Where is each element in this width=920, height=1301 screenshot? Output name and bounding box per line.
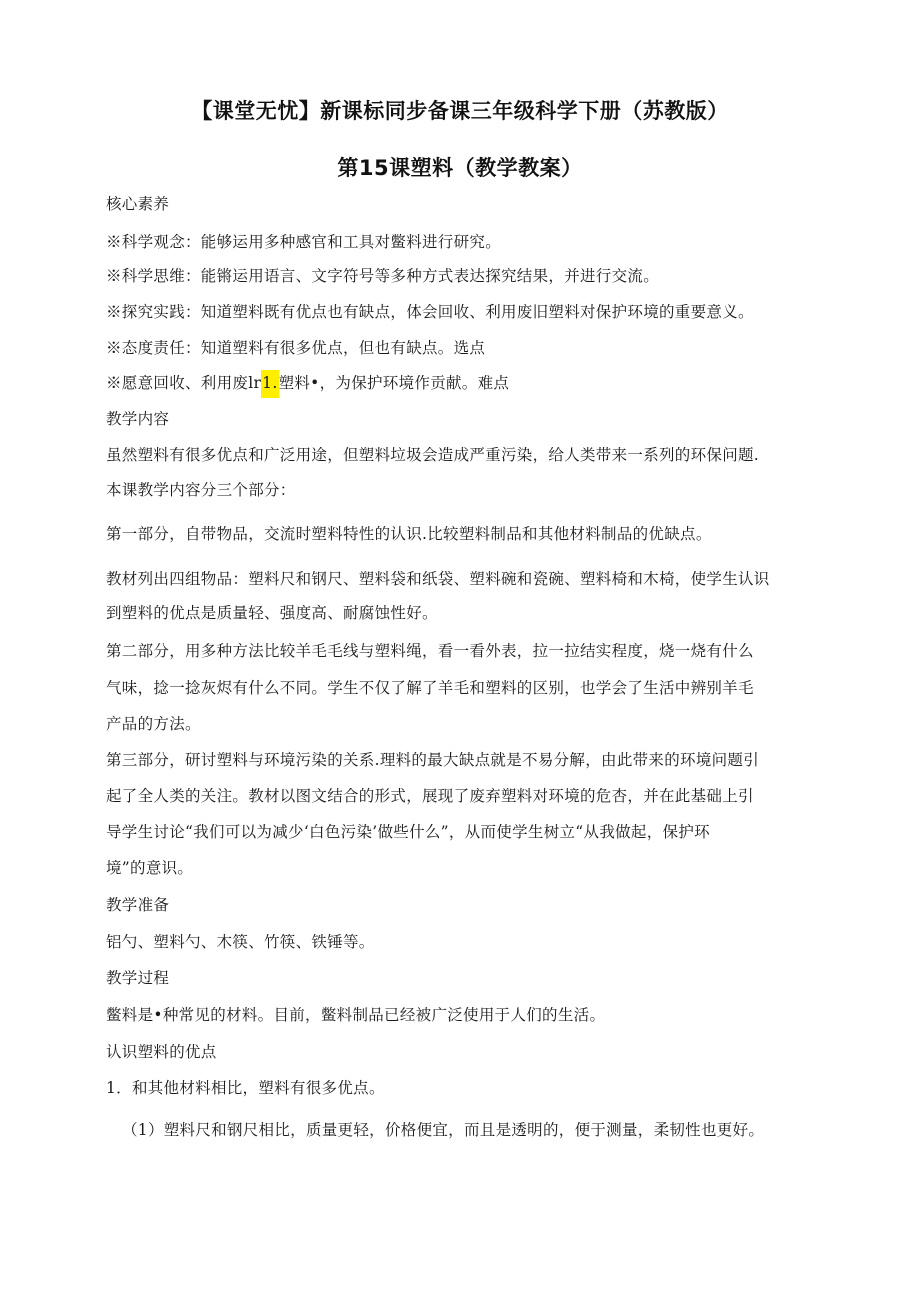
content-materials-line-1: 教材列出四组物品：塑料尺和钢尺、塑料袋和纸袋、塑料碗和瓷碗、塑料椅和木椅，使学生认识 [106, 570, 770, 588]
core-item-recycle-start: ※愿意回收、利用废lr [106, 374, 262, 392]
core-item-inquiry-practice: ※探究实践：知道塑料既有优点也有缺点，体会回收、利用废旧塑料对保护环境的重要意义。 [106, 303, 754, 321]
core-item-attitude: ※态度责任：知道塑料有很多优点，但也有缺点。选点 [106, 339, 486, 357]
content-part2-line-3: 产品的方法。 [106, 715, 201, 733]
content-part2-line-2: 气味，捻一捻灰烬有什么不同。学生不仅了解了羊毛和塑料的区别，也学会了生活中辨别羊毛 [106, 679, 754, 697]
core-item-recycle [106, 373, 826, 393]
content-intro-line-2: 本课教学内容分三个部分： [106, 481, 296, 499]
core-item-science-thinking: ※科学思维：能锵运用语言、文字符号等多种方式表达探究结果，并进行交流。 [106, 267, 660, 285]
content-part3-line-3: 导学生讨论“我们可以为减少‘白色污染’做些什么”，从而使学生树立“从我做起，保护环 [106, 823, 710, 841]
process-intro: 鳖料是•种常见的材料。目前，鳖料制品已经被广泛使用于人们的生活。 [106, 1006, 606, 1024]
process-point-1: 1．和其他材料相比，塑料有很多优点。 [106, 1079, 385, 1097]
highlighted-text: 1. [261, 370, 278, 398]
section-heading-core: 核心素养 [106, 195, 170, 213]
content-part3-line-4: 境”的意识。 [106, 859, 194, 877]
content-part2-line-1: 第二部分，用多种方法比较羊毛毛线与塑料绳，看一看外表，拉一拉结实程度，烧一烧有什么 [106, 642, 754, 660]
prep-materials: 铝勺、塑料勺、木筷、竹筷、铁锤等。 [106, 933, 375, 951]
core-item-recycle-end: 塑料•，为保护环境作贡献。难点 [278, 374, 510, 392]
section-heading-prep: 教学准备 [106, 896, 170, 914]
core-item-science-concept: ※科学观念：能够运用多种感官和工具对鳖料进行研究。 [106, 233, 502, 251]
content-part3-line-2: 起了全人类的关注。教材以图文结合的形式，展现了废弃塑料对环境的危杏，并在此基础上引 [106, 787, 754, 805]
document-title: 【课堂无忧】新课标同步备课三年级科学下册（苏教版） [191, 99, 729, 123]
content-intro-line-1: 虽然塑料有很多优点和广泛用途，但塑料垃圾会造成严重污染，给人类带来一系列的环保问题. [106, 446, 760, 464]
process-subheading-advantages: 认识塑料的优点 [106, 1043, 217, 1061]
content-materials-line-2: 到塑料的优点是质量轻、强度高、耐腐蚀性好。 [106, 604, 438, 622]
content-part1: 第一部分，自带物品，交流时塑料特性的认识.比较塑料制品和其他材料制品的优缺点。 [106, 525, 712, 543]
section-heading-content: 教学内容 [106, 410, 170, 428]
lesson-title: 第15课塑料（教学教案） [337, 156, 583, 180]
process-point-1-1: （1）塑料尺和钢尺相比，质量更轻，价格便宜，而且是透明的，便于测量，柔韧性也更好。 [122, 1121, 765, 1139]
content-part3-line-1: 第三部分，研讨塑料与环境污染的关系.理料的最大缺点就是不易分解，由此带来的环境问题引 [106, 751, 760, 769]
section-heading-process: 教学过程 [106, 969, 170, 987]
